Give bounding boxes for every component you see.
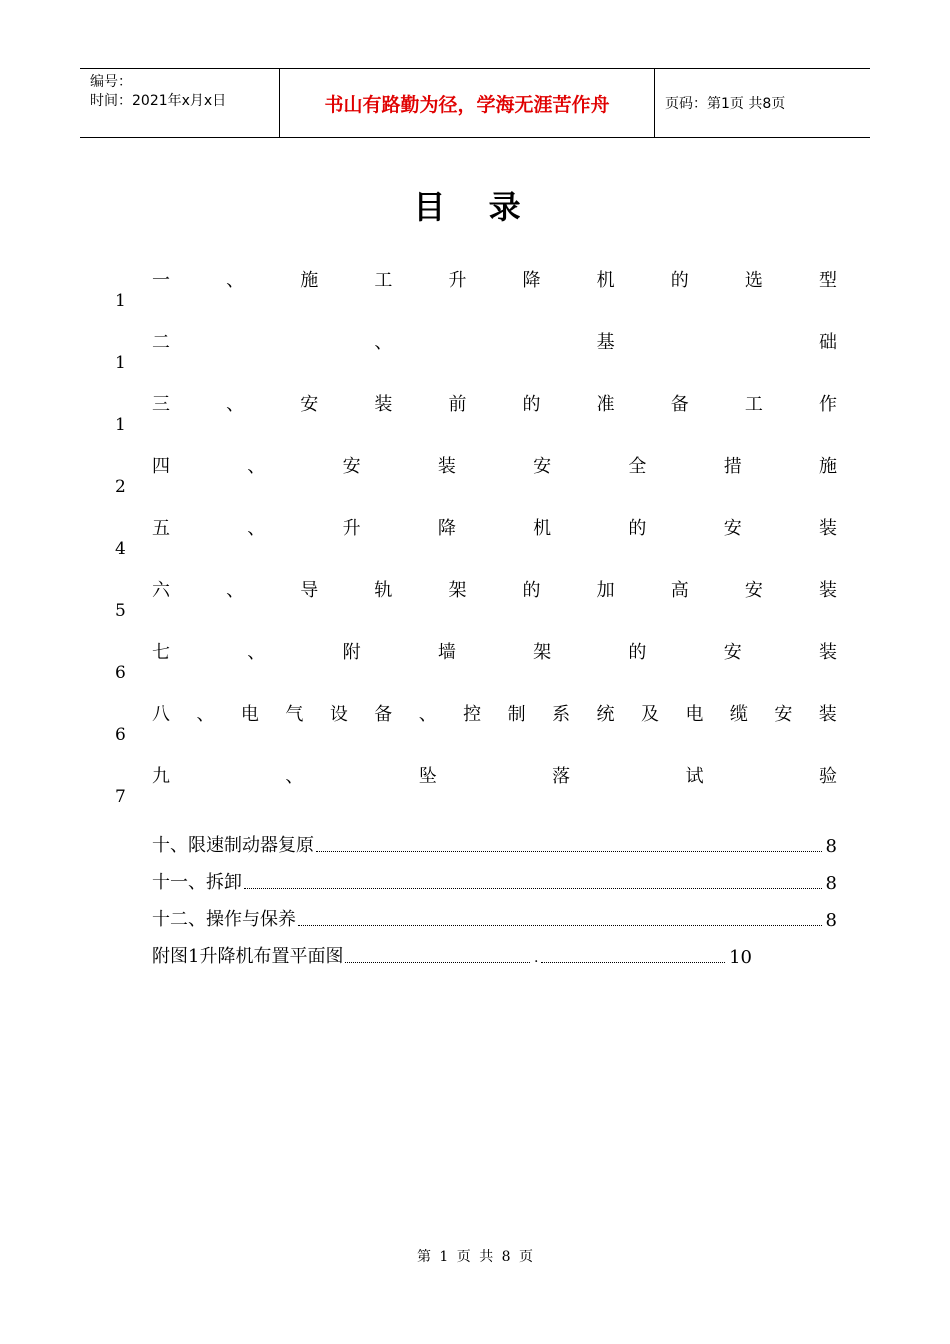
toc-dot: . [534, 950, 539, 966]
toc-char: 、 [418, 704, 437, 725]
toc-char: 选 [744, 270, 763, 291]
page-title: 目 录 [413, 188, 537, 226]
toc-entry-label: 十一、拆卸 [152, 872, 242, 893]
toc-entry-label: 附图1升降机布置平面图 [152, 946, 344, 967]
toc-char: 作 [818, 394, 837, 415]
toc-entry-page: 6 [115, 663, 126, 683]
toc-char: 九 [152, 766, 170, 787]
number-label: 编号： [90, 74, 132, 90]
toc-char: 六 [152, 580, 170, 601]
toc-char: 、 [247, 642, 266, 663]
toc-char: 机 [596, 270, 615, 291]
toc-entry-page: 6 [115, 725, 126, 745]
toc-entry[interactable] [152, 857, 837, 894]
page-footer: 第 1 页 共 8 页 [416, 1249, 534, 1265]
document-header [80, 68, 870, 138]
toc-entry-page: 10 [729, 947, 752, 968]
toc-char: 控 [463, 704, 482, 725]
toc-char: 、 [247, 456, 266, 477]
toc-entry-page: 8 [825, 910, 837, 931]
toc-entry[interactable] [115, 262, 837, 324]
toc-entry-page: 1 [115, 415, 126, 435]
toc-char: 备 [670, 394, 689, 415]
toc-char: 落 [552, 766, 571, 787]
toc-entry-page: 8 [825, 873, 837, 894]
toc-char: 安 [723, 518, 742, 539]
toc-entry-page: 5 [115, 601, 126, 621]
toc-char: 的 [522, 394, 541, 415]
toc-entry-label [152, 762, 837, 788]
toc-leader [345, 961, 530, 963]
toc-char: 安 [774, 704, 793, 725]
toc-char: 装 [818, 642, 837, 663]
toc-char: 安 [744, 580, 763, 601]
time-label: 时间：2021年x月x日 [90, 93, 227, 109]
toc-entry-label [152, 514, 837, 540]
toc-char: 安 [723, 642, 742, 663]
toc-char: 、 [226, 580, 245, 601]
toc-entry[interactable] [115, 572, 837, 634]
header-page-label: 页码：第1页 共8页 [665, 96, 786, 112]
toc-char: 全 [628, 456, 647, 477]
toc-char: 措 [723, 456, 742, 477]
toc-char: 八 [152, 704, 170, 725]
toc-entry[interactable] [115, 696, 837, 758]
toc-char: 制 [507, 704, 526, 725]
toc-entry[interactable] [115, 634, 837, 696]
toc-char: 施 [818, 456, 837, 477]
toc-entry-page: 8 [825, 836, 837, 857]
toc-entry-label [152, 576, 837, 602]
toc-char: 的 [628, 642, 647, 663]
toc-char: 轨 [374, 580, 393, 601]
toc-char: 加 [596, 580, 615, 601]
toc-char: 架 [448, 580, 467, 601]
header-meta [80, 69, 280, 137]
toc-char: 升 [448, 270, 467, 291]
toc-entry-page: 2 [115, 477, 126, 497]
toc-entry-page: 4 [115, 539, 126, 559]
toc-char: 础 [818, 332, 837, 353]
toc-char: 系 [552, 704, 571, 725]
toc-char: 型 [818, 270, 837, 291]
toc-char: 装 [818, 518, 837, 539]
toc-char: 装 [818, 580, 837, 601]
toc-leader [298, 924, 822, 926]
toc-char: 备 [374, 704, 393, 725]
toc-leader [316, 850, 822, 852]
toc-char: 电 [240, 704, 259, 725]
toc-char: 、 [247, 518, 266, 539]
toc-entry-label: 十、限速制动器复原 [152, 835, 314, 856]
toc-char: 装 [437, 456, 456, 477]
toc-char: 坠 [418, 766, 437, 787]
toc-char: 安 [533, 456, 552, 477]
toc-char: 、 [226, 270, 245, 291]
toc-entry-label: 十二、操作与保养 [152, 909, 296, 930]
toc-char: 四 [152, 456, 170, 477]
toc-char: 降 [522, 270, 541, 291]
toc-char: 架 [533, 642, 552, 663]
toc-entry-label [152, 700, 837, 726]
toc-char: 、 [374, 332, 393, 353]
toc-entry-label [152, 328, 837, 354]
toc-char: 一 [152, 270, 170, 291]
toc-char: 试 [685, 766, 704, 787]
toc-entry-label [152, 266, 837, 292]
toc-char: 五 [152, 518, 170, 539]
toc-entry[interactable] [115, 386, 837, 448]
toc-entry[interactable] [115, 510, 837, 572]
toc-entry[interactable] [115, 448, 837, 510]
toc-dotted-list [115, 820, 837, 931]
toc-char: 及 [640, 704, 659, 725]
toc-char: 基 [596, 332, 615, 353]
toc-leader [244, 887, 822, 889]
toc-char: 七 [152, 642, 170, 663]
toc-char: 缆 [729, 704, 748, 725]
toc-entry-page: 1 [115, 291, 126, 311]
toc-char: 施 [300, 270, 319, 291]
toc-justified-list [115, 262, 837, 820]
toc-entry-label [152, 390, 837, 416]
toc-char: 导 [300, 580, 319, 601]
toc-char: 的 [628, 518, 647, 539]
toc-entry[interactable] [152, 820, 837, 857]
toc-entry-page: 1 [115, 353, 126, 373]
toc-char: 升 [342, 518, 361, 539]
toc-char: 二 [152, 332, 170, 353]
toc-entry-label [152, 452, 837, 478]
toc-char: 安 [342, 456, 361, 477]
toc-char: 高 [670, 580, 689, 601]
table-of-contents [115, 262, 837, 968]
toc-entry[interactable] [115, 324, 837, 386]
toc-char: 装 [818, 704, 837, 725]
toc-char: 工 [744, 394, 763, 415]
toc-char: 装 [374, 394, 393, 415]
toc-char: 、 [285, 766, 304, 787]
toc-entry[interactable] [152, 894, 837, 931]
toc-char: 、 [196, 704, 215, 725]
toc-char: 设 [329, 704, 348, 725]
toc-char: 气 [285, 704, 304, 725]
toc-char: 墙 [437, 642, 456, 663]
toc-entry[interactable] [115, 758, 837, 820]
toc-char: 前 [448, 394, 467, 415]
toc-char: 降 [437, 518, 456, 539]
toc-entry-page: 7 [115, 787, 126, 807]
toc-char: 、 [226, 394, 245, 415]
toc-char: 准 [596, 394, 615, 415]
toc-char: 电 [685, 704, 704, 725]
toc-char: 的 [522, 580, 541, 601]
toc-char: 三 [152, 394, 170, 415]
toc-char: 的 [670, 270, 689, 291]
toc-char: 机 [533, 518, 552, 539]
toc-char: 验 [818, 766, 837, 787]
toc-char: 附 [342, 642, 361, 663]
header-motto: 书山有路勤为径，学海无涯苦作舟 [280, 69, 655, 137]
toc-leader [541, 961, 726, 963]
toc-entry-label [152, 638, 837, 664]
toc-char: 统 [596, 704, 615, 725]
toc-char: 工 [374, 270, 393, 291]
toc-char: 安 [300, 394, 319, 415]
toc-entry-appendix[interactable] [152, 931, 752, 968]
